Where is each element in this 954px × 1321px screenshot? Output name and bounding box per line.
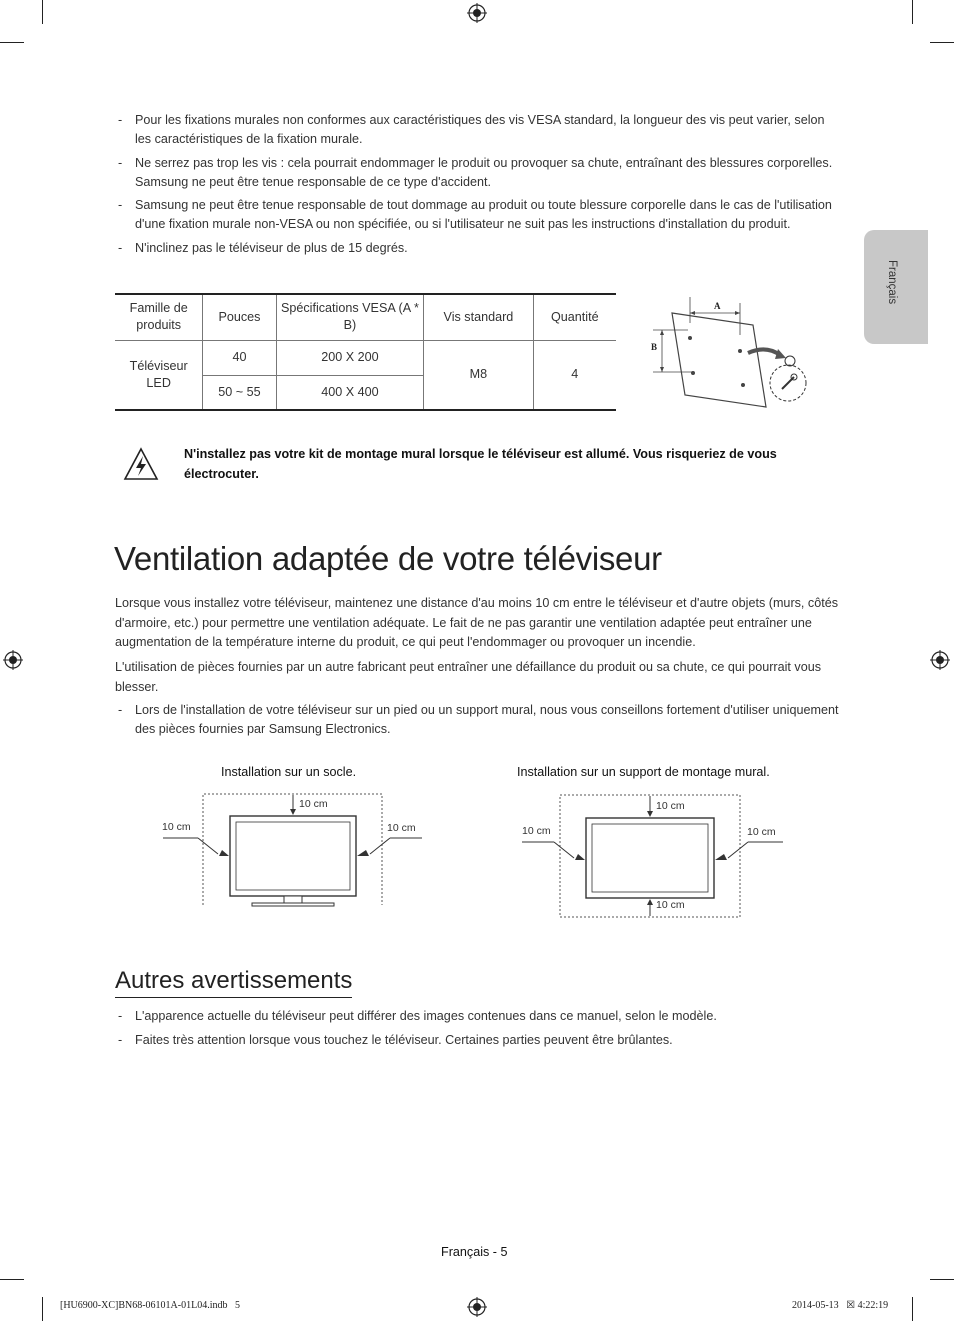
stand-ventilation-diagram — [158, 790, 428, 910]
list-item: - L'apparence actuelle du téléviseur peut différer des images contenues dans ce manuel, selon le modèle. — [115, 1007, 840, 1026]
crop-mark — [0, 1279, 24, 1280]
list-item: - Pour les fixations murales non conformes aux caractéristiques des vis VESA standard, la longueur des vis peut varier, selon les caractéristiques de la fixation murale. — [115, 111, 840, 149]
list-item: - Faites très attention lorsque vous touchez le téléviseur. Certaines parties peuvent être brûlantes. — [115, 1031, 840, 1050]
vesa-wall-mount-diagram — [648, 295, 808, 415]
dimension-label-b: B — [651, 342, 658, 352]
table-header: Famille de produits — [115, 294, 203, 340]
wall-ventilation-diagram — [518, 790, 788, 920]
wall-mount-notes — [115, 111, 840, 262]
list-item: - Lors de l'installation de votre téléviseur sur un pied ou un support mural, nous vous conseillons fortement d'utiliser uniquement des pièces fournies par Samsung Electronics. — [115, 701, 840, 739]
registration-mark-icon — [467, 3, 487, 23]
table-cell: 50 ~ 55 — [203, 375, 276, 410]
table-cell: 400 X 400 — [276, 375, 424, 410]
ventilation-paragraph: L'utilisation de pièces fournies par un autre fabricant peut entraîner une défaillance du produit ou sa chute, ce qui pourrait vous blesser. — [115, 660, 822, 694]
list-item: - N'inclinez pas le téléviseur de plus de 15 degrés. — [115, 239, 840, 258]
table-header: Pouces — [203, 294, 276, 340]
list-item: - Samsung ne peut être tenue responsable de tout dommage au produit ou toute blessure corporelle dans le cas de l'utilisation d'une fixation murale non-VESA ou non spécifiée, ou si l'utilisateur ne suit pas les instructions d'installation du produit. — [115, 196, 840, 234]
distance-label: 10 cm — [387, 822, 416, 834]
section-title-ventilation: Ventilation adaptée de votre téléviseur — [114, 540, 662, 577]
table-header: Spécifications VESA (A * B) — [276, 294, 424, 340]
print-info-right: 2014-05-13 ☒ 4:22:19 — [792, 1300, 889, 1311]
registration-mark-icon — [930, 650, 950, 670]
language-side-tab — [864, 230, 928, 344]
stand-installation-caption: Installation sur un socle. — [221, 765, 357, 779]
wall-installation-caption: Installation sur un support de montage mural. — [517, 765, 770, 779]
crop-mark — [930, 42, 954, 43]
list-item: - Ne serrez pas trop les vis : cela pourrait endommager le produit ou provoquer sa chute, entraînant des blessures corporelles. Samsung ne peut être tenue responsable de ce type d'accident. — [115, 154, 840, 192]
table-cell-family: Téléviseur LED — [115, 340, 203, 410]
registration-mark-icon — [3, 650, 23, 670]
table-cell: 40 — [203, 340, 276, 375]
ventilation-paragraph: Lorsque vous installez votre téléviseur, maintenez une distance d'au moins 10 cm entre le téléviseur et d'autre objets (murs, côtés d'armoire, etc.) pour permettre une ventilation adéquate. Le fait de ne pas garantir une ventilation adaptée peut entraîner une augmentation de la température interne du produit, ce qui peut l'endommager ou provoquer un incendie. — [115, 596, 839, 649]
dimension-label-a: A — [714, 301, 721, 311]
crop-mark — [42, 0, 43, 24]
distance-label: 10 cm — [162, 821, 191, 833]
distance-label: 10 cm — [747, 826, 776, 838]
warning-text: N'installez pas votre kit de montage mural lorsque le téléviseur est allumé. Vous risqueriez de vous électrocuter. — [184, 447, 777, 481]
page-number: Français - 5 — [441, 1245, 508, 1259]
registration-mark-icon — [467, 1297, 487, 1317]
print-info-left: [HU6900-XC]BN68-06101A-01L04.indb 5 — [60, 1300, 240, 1311]
crop-mark — [0, 42, 24, 43]
distance-label: 10 cm — [299, 798, 328, 810]
table-header: Quantité — [533, 294, 616, 340]
electric-shock-warning-icon — [123, 447, 159, 481]
table-cell: 200 X 200 — [276, 340, 424, 375]
crop-mark — [42, 1297, 43, 1321]
other-warnings-list — [115, 1007, 840, 1054]
ventilation-notes — [115, 701, 840, 744]
section-title-other-warnings: Autres avertissements — [115, 967, 352, 998]
table-header: Vis standard — [424, 294, 533, 340]
vesa-spec-table — [115, 293, 616, 411]
table-cell-quantity: 4 — [533, 340, 616, 410]
crop-mark — [912, 1297, 913, 1321]
crop-mark — [930, 1279, 954, 1280]
table-cell-screw: M8 — [424, 340, 533, 410]
side-tab-label: Français — [886, 260, 898, 305]
distance-label: 10 cm — [656, 899, 685, 911]
crop-mark — [912, 0, 913, 24]
distance-label: 10 cm — [656, 800, 685, 812]
distance-label: 10 cm — [522, 825, 551, 837]
